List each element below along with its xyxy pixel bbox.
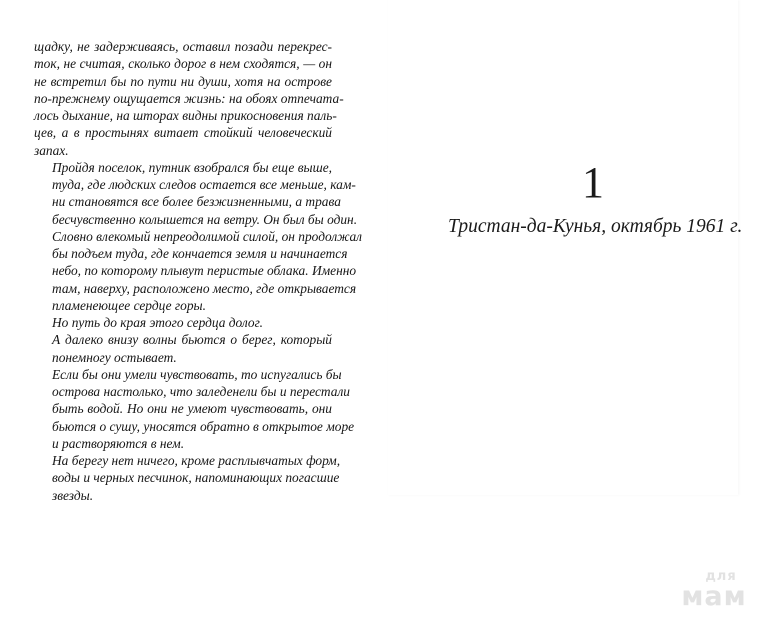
text-line: На берегу нет ничего, кроме расплывчатых форм, [52, 453, 341, 468]
paragraph [34, 314, 332, 331]
text-line: Пройдя поселок, путник взобрался бы еще выше, [52, 159, 332, 175]
text-line: лось дыхание, на шторах видны прикосновения паль- [34, 108, 337, 123]
text-line: щадку, не задерживаясь, оставил позади перекрес- [34, 39, 332, 54]
text-line: воды и черных песчинок, напоминающих погасшие [52, 470, 340, 486]
right-page [388, 0, 743, 495]
text-line: бьются о сушу, уносятся обратно в открытое море [52, 418, 355, 434]
text-line: и растворяются в нем. [52, 435, 185, 451]
text-line: быть водой. Но они не умеют чувствовать, они [52, 401, 332, 417]
text-line: ни становятся все более безжизненными, а трава [52, 194, 341, 210]
text-line: Если бы они умели чувствовать, то испугались бы [52, 366, 342, 382]
text-line: звезды. [52, 487, 94, 503]
text-line: цев, а в простынях витает стойкий человеческий [34, 125, 332, 141]
text-line: понемногу остывает. [52, 349, 177, 365]
text-line: пламенеющее сердце горы. [52, 297, 206, 313]
body-text [34, 38, 362, 504]
chapter-title: Тристан-да-Кунья, октябрь 1961 г. [448, 216, 743, 237]
text-line: туда, где людских следов остается все меньше, кам- [52, 177, 356, 192]
text-line: ток, не считая, сколько дорог в нем сходятся, — он [34, 56, 332, 72]
text-line: бесчувственно колышется на ветру. Он был бы один. [52, 211, 358, 227]
text-line: А далеко внизу волны бьются о берег, который [52, 332, 332, 348]
paragraph [34, 38, 344, 159]
text-line: небо, по которому плывут перистые облака. Именно [52, 263, 357, 279]
text-line: по-прежнему ощущается жизнь: на обоях отпечата- [34, 90, 344, 106]
watermark-bottom-text: мам [681, 581, 747, 612]
text-line: не встретил бы по пути ни души, хотя на острове [34, 73, 332, 89]
text-line: Словно влекомый непреодолимой силой, он продолжал [52, 228, 362, 244]
text-line: Но путь до края этого сердца долог. [52, 315, 263, 330]
text-line: запах. [34, 142, 69, 158]
text-line: острова настолько, что заледенели бы и перестали [52, 384, 350, 399]
text-line: бы подъем туда, где кончается земля и начинается [52, 246, 348, 261]
paragraph [34, 159, 362, 314]
paragraph [34, 452, 341, 504]
left-page [0, 0, 388, 540]
paragraph [34, 331, 332, 366]
watermark-logo [674, 570, 754, 610]
paragraph [34, 366, 355, 452]
chapter-number: 1 [582, 158, 604, 207]
watermark-top-text: для [705, 569, 737, 584]
text-line: там, наверху, расположено место, где открывается [52, 280, 357, 296]
